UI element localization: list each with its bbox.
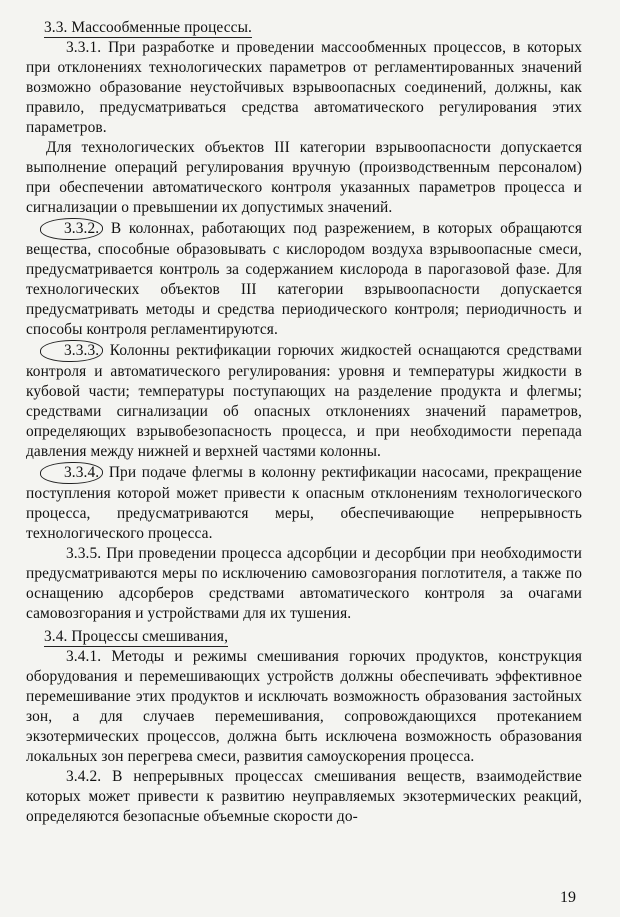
clause-number: 3.3.1.: [66, 39, 102, 56]
paragraph-text: В непрерывных процессах смешивания веществ, взаимодействие которых может привести к развитию неуправляемых экзотермических реакций, определяются безопасные объемные скорости до-: [26, 768, 582, 825]
paragraph-3-3-5: [26, 544, 582, 624]
clause-number: 3.4.1.: [66, 648, 102, 665]
paragraph-text: При проведении процесса адсорбции и десорбции при необходимости предусматриваются меры по исключению самовозгорания поглотителя, а также по оснащению адсорберов средствами автоматического контроля за очагами самовозгорания и устройствами для их тушения.: [26, 545, 582, 622]
page-number: 19: [560, 889, 576, 906]
paragraph-3-3-1-b: [26, 138, 582, 218]
document-page: [26, 18, 582, 827]
paragraph-text: Колонны ректификации горючих жидкостей оснащаются средствами контроля и автоматического регулирования: уровня и температуры жидкости в кубовой части; температуры поступающих на разделение продукта и флегмы; средствами сигнализации об опасных отклонениях значений параметров, определяющих взрывобезопасность процесса, и при необходимости перепада давления между нижней и верхней частями колонны.: [26, 342, 582, 460]
circled-clause-number: 3.3.4.: [40, 462, 103, 484]
paragraph-text: В колоннах, работающих под разрежением, в которых обращаются вещества, способные образовывать с кислородом воздуха взрывоопасные смеси, предусматривается контроль за содержанием кислорода в парогазовой фазе. Для технологических объектов III категории взрывоопасности допускается предусматривать методы и средства периодического контроля; периодичность и способы контроля регламентируются.: [26, 220, 582, 338]
paragraph-3-3-4: [26, 462, 582, 544]
clause-number: 3.3.5.: [66, 545, 102, 562]
paragraph-3-4-1: [26, 647, 582, 767]
circled-clause-number: 3.3.2.: [40, 218, 103, 240]
paragraph-3-3-1: [26, 38, 582, 138]
paragraph-3-4-2: [26, 767, 582, 827]
paragraph-3-3-2: [26, 218, 582, 340]
circled-clause-number: 3.3.3.: [40, 340, 103, 362]
paragraph-text: Для технологических объектов III категории взрывоопасности допускается выполнение операций регулирования вручную (производственным персоналом) при обеспечении автоматического контроля указанных параметров процесса и сигнализации о превышении их допустимых значений.: [26, 139, 582, 216]
paragraph-text: При разработке и проведении массообменных процессов, в которых при отклонениях технологических параметров от регламентированных значений возможно образование неустойчивых взрывоопасных соединений, должны, как правило, предусматриваться средства автоматического регулирования этих параметров.: [26, 39, 582, 136]
section-heading-3-4: 3.4. Процессы смешивания,: [44, 628, 229, 645]
paragraph-3-3-3: [26, 340, 582, 462]
clause-number: 3.4.2.: [66, 768, 102, 785]
section-heading-3-3: 3.3. Массообменные процессы.: [44, 19, 252, 36]
paragraph-text: При подаче флегмы в колонну ректификации насосами, прекращение поступления которой может привести к опасным отклонениям технологического процесса, предусматриваются меры, обеспечивающие непрерывность технологического процесса.: [26, 464, 582, 542]
paragraph-text: Методы и режимы смешивания горючих продуктов, конструкция оборудования и перемешивающих устройств должны обеспечивать эффективное перемешивание этих продуктов и исключать возможность образования застойных зон, а для случаев перемешивания, сопровождающихся протеканием экзотермических процессов, должна быть исключена возможность образования локальных зон перегрева смеси, развития самоускорения процесса.: [26, 648, 582, 765]
